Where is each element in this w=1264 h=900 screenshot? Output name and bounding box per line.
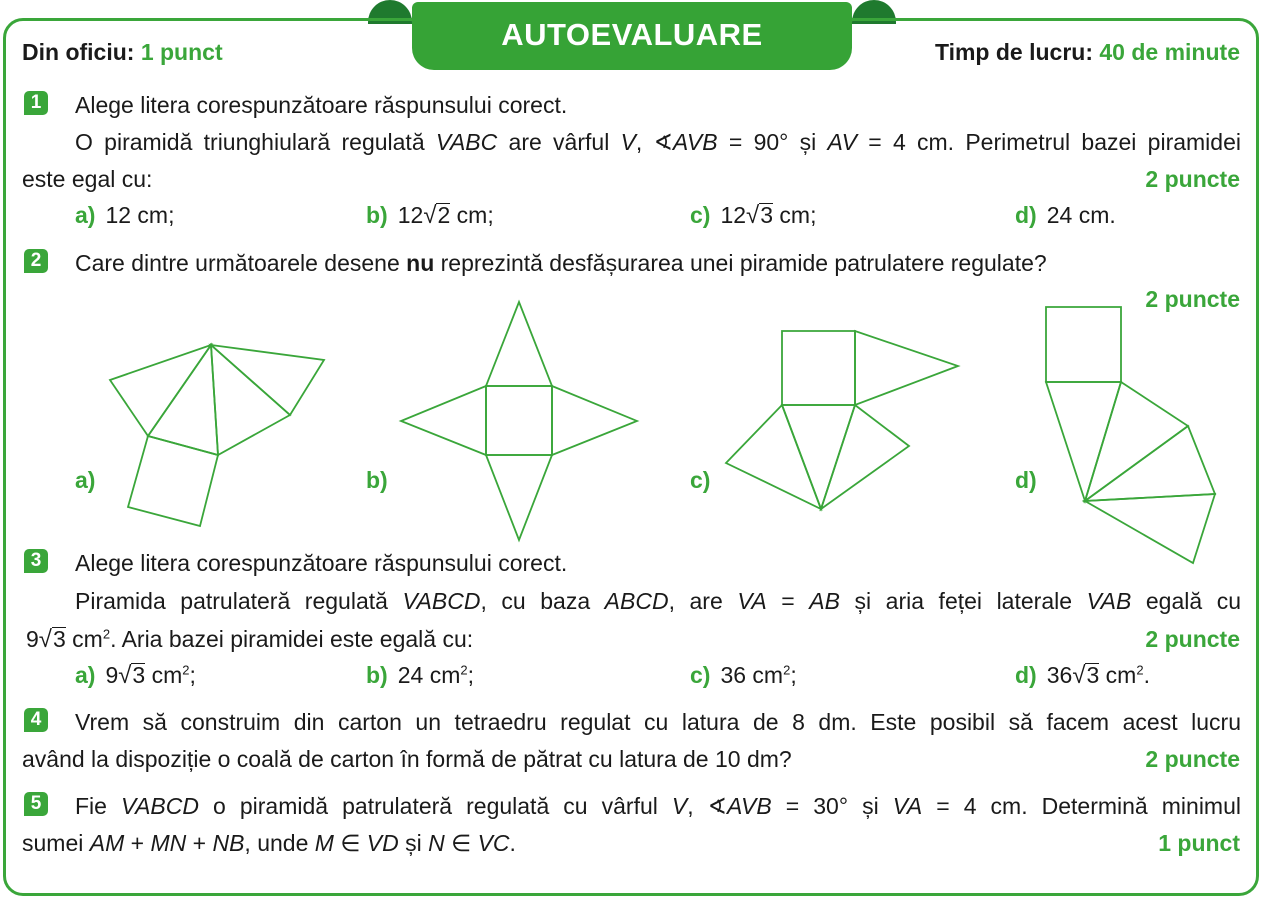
q3-option-a-radicand: 3 xyxy=(132,662,146,688)
q1-instruction: Alege litera corespunzătoare răspunsului corect. xyxy=(75,92,568,118)
q1-option-c-coef: 12 xyxy=(720,202,747,228)
q3-statement-line1: Piramida patrulateră regulată VABCD, cu baza ABCD, are VA = AB și aria feței laterale VAB egală cu xyxy=(75,588,1241,614)
q1-option-d-letter: d) xyxy=(1015,202,1037,228)
q3-option-d-letter: d) xyxy=(1015,662,1037,688)
q1-statement-line1: O piramidă triunghiulară regulată VABC are vârful V, ∢AVB = 90° și AV = 4 cm. Perimetrul bazei piramidei xyxy=(75,129,1241,155)
q3-option-c-letter: c) xyxy=(690,662,711,688)
q3-option-d[interactable]: d) 36√3 $cm^2$. xyxy=(1015,662,1150,689)
q1-option-b[interactable]: b) 12√2 cm; xyxy=(366,202,494,229)
q5-line2: sumei AM + MN + NB, unde M ∈ VD și N ∈ VC. xyxy=(22,830,516,856)
net-b-face-right xyxy=(552,386,637,455)
net-c-face-4 xyxy=(821,405,909,509)
q4-line2: având la dispoziție o coală de carton în formă de pătrat cu latura de 10 dm? xyxy=(22,746,792,772)
net-b-face-top xyxy=(486,302,552,386)
q1-option-c-unit: cm; xyxy=(773,202,817,228)
question-2-number: 2 xyxy=(24,249,48,273)
net-a-square xyxy=(128,436,218,526)
net-c-square xyxy=(782,331,855,405)
q3-statement-line2: 9√3 $cm^2$. Aria bazei piramidei este egală cu: xyxy=(26,626,474,653)
net-d-square xyxy=(1046,307,1121,382)
q2-points: 2 puncte xyxy=(1145,286,1240,312)
net-a-face-2 xyxy=(110,345,211,436)
q1-option-d-text: 24 cm. xyxy=(1046,202,1116,228)
question-3-number: 3 xyxy=(24,549,48,573)
q1-option-b-unit: cm; xyxy=(450,202,494,228)
net-a-face-3 xyxy=(211,345,290,455)
q1-option-a-text: 12 cm; xyxy=(105,202,175,228)
q5-points: 1 punct xyxy=(1158,830,1240,856)
q4-line1: Vrem să construim din carton un tetraedru regulat cu latura de 8 dm. Este posibil să facem acest lucru xyxy=(75,709,1241,735)
question-1-number: 1 xyxy=(24,91,48,115)
q1-option-c-letter: c) xyxy=(690,202,711,228)
net-d-face-4 xyxy=(1085,494,1215,563)
q1-statement-line2: este egal cu: xyxy=(22,166,153,192)
net-c-face-1 xyxy=(855,331,958,405)
q3-option-d-unit: cm xyxy=(1099,662,1137,688)
timp-value: 40 de minute xyxy=(1099,39,1240,65)
net-b-label[interactable]: b) xyxy=(366,467,388,493)
q3-option-d-radicand: 3 xyxy=(1086,662,1100,688)
question-5-number: 5 xyxy=(24,792,48,816)
q3-option-b[interactable]: b) 24 $cm^2$; xyxy=(366,662,474,688)
q1-option-c[interactable]: c) 12√3 cm; xyxy=(690,202,817,229)
q3-option-b-letter: b) xyxy=(366,662,388,688)
q1-option-b-letter: b) xyxy=(366,202,388,228)
net-c-face-3 xyxy=(726,405,821,509)
q1-option-c-radicand: 3 xyxy=(760,202,774,228)
net-c-label[interactable]: c) xyxy=(690,467,711,493)
q3-instruction: Alege litera corespunzătoare răspunsului corect. xyxy=(75,550,568,576)
q3-option-a[interactable]: a) 9√3 $cm^2$; xyxy=(75,662,196,689)
net-d-face-2 xyxy=(1085,382,1188,501)
net-a-face-4 xyxy=(211,345,324,415)
net-a-face-1 xyxy=(148,345,218,455)
net-b-face-left xyxy=(401,386,486,455)
net-b-square xyxy=(486,386,552,455)
q2-question: Care dintre următoarele desene nu reprezintă desfășurarea unei piramide patrulatere regulate? xyxy=(75,250,1047,276)
q3-option-a-unit: cm xyxy=(145,662,183,688)
net-b-face-bottom xyxy=(486,455,552,540)
net-d-label[interactable]: d) xyxy=(1015,467,1037,493)
din-oficiu-value: 1 punct xyxy=(140,39,223,65)
q3-option-c-text: 36 cm xyxy=(720,662,784,688)
q3-option-c[interactable]: c) 36 $cm^2$; xyxy=(690,662,797,688)
question-4-number: 4 xyxy=(24,708,48,732)
q3-option-a-coef: 9 xyxy=(105,662,119,688)
q1-option-b-radicand: 2 xyxy=(437,202,451,228)
q1-points: 2 puncte xyxy=(1145,166,1240,192)
q3-option-a-letter: a) xyxy=(75,662,96,688)
net-a-label[interactable]: a) xyxy=(75,467,96,493)
timp-label: Timp de lucru: xyxy=(934,39,1093,65)
q3-points: 2 puncte xyxy=(1145,626,1240,652)
q4-points: 2 puncte xyxy=(1145,746,1240,772)
q1-option-b-coef: 12 xyxy=(397,202,424,228)
din-oficiu-label: Din oficiu: xyxy=(22,39,135,65)
q5-line1: Fie VABCD o piramidă patrulateră regulată cu vârful V, ∢AVB = 30° și VA = 4 cm. Determină minimul xyxy=(75,793,1241,819)
q3-option-b-text: 24 cm xyxy=(397,662,461,688)
q3-option-d-coef: 36 xyxy=(1046,662,1073,688)
q1-option-a-letter: a) xyxy=(75,202,96,228)
page-title: AUTOEVALUARE xyxy=(412,2,852,70)
